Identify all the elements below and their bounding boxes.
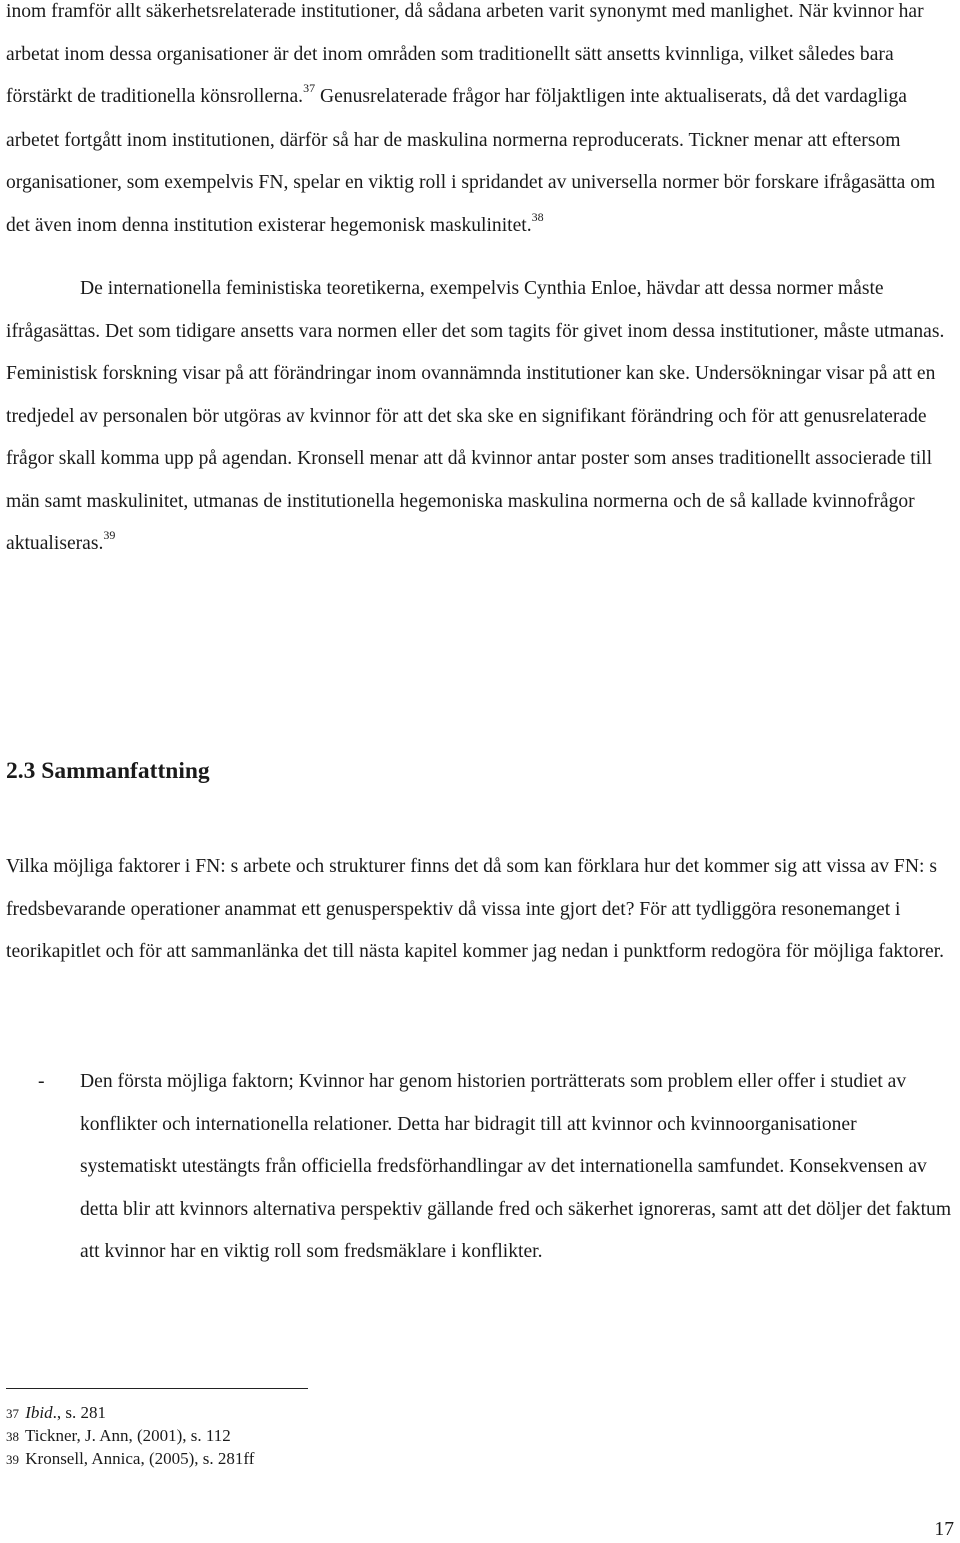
footnote-number: 39	[6, 1452, 19, 1467]
footnote-reference[interactable]: 37	[303, 81, 316, 95]
footnote-divider	[6, 1388, 308, 1389]
paragraph-text: De internationella feministiska teoretikerna, exempelvis Cynthia Enloe, hävdar att dessa normer måste ifrågasättas. Det som tidigare ansetts vara normen eller det som tagits för givet inom dessa institutioner, måste utmanas. Feministisk forskning visar på att förändringar inom ovannämnda institutioner kan ske. Undersökningar visar på att en tredjedel av personalen bör utgöras av kvinnor för att det ska ske en signifikant förändring och för att genusrelaterade frågor skall komma upp på agendan. Kronsell menar att då kvinnor antar poster som anses traditionellt associerade till män samt maskulinitet, utmanas de institutionella hegemoniska maskulina normerna och de så kallade kvinnofrågor aktualiseras.	[6, 278, 945, 554]
footnote-text: Tickner, J. Ann, (2001), s. 112	[24, 1426, 231, 1445]
footnote-reference[interactable]: 39	[103, 528, 116, 542]
footnote-39	[6, 1448, 254, 1471]
body-paragraph	[6, 0, 954, 248]
footnote-text: Kronsell, Annica, (2005), s. 281ff	[25, 1449, 255, 1468]
footnote-number: 38	[6, 1429, 19, 1444]
paragraph-text: Genusrelaterade frågor har följaktligen inte aktualiserats, då det vardagliga arbetet fortgått inom institutionen, därför så har de maskulina normerna reproducerats. Tickner menar att eftersom organisationer, som exempelvis FN, spelar en viktig roll i spridandet av universella normer bör forskare ifrågasätta om det även inom denna institution existerar hegemonisk maskulinitet.	[6, 86, 936, 236]
footnote-37	[6, 1402, 106, 1425]
body-paragraph	[6, 268, 954, 567]
list-bullet: -	[38, 1071, 45, 1092]
page-number: 17	[934, 1519, 954, 1540]
footnote-text: ., s. 281	[52, 1403, 107, 1422]
footnote-reference[interactable]: 38	[531, 209, 544, 224]
section-heading: 2.3 Sammanfattning	[6, 758, 210, 784]
summary-paragraph: Vilka möjliga faktorer i FN: s arbete och strukturer finns det då som kan förklara hur det kommer sig att vissa av FN: s fredsbevarande operationer anammat ett genusperspektiv då vissa inte gjort det? För att tydliggöra resonemanget i teorikapitlet och för att sammanlänka det till nästa kapitel kommer jag nedan i punktform redogöra för möjliga faktorer.	[6, 856, 945, 962]
list-item-text: Den första möjliga faktorn; Kvinnor har genom historien porträtterats som problem eller offer i studiet av konflikter och internationella relationer. Detta har bidragit till att kvinnor och kvinnoorganisationer systematiskt utestängts från officiella fredsförhandlingar av det internationella samfundet. Konsekvensen av detta blir att kvinnors alternativa perspektiv gällande fred och säkerhet ignoreras, samt att det döljer det faktum att kvinnor har en viktig roll som fredsmäklare i konflikter.	[80, 1071, 952, 1262]
footnote-number: 37	[6, 1406, 19, 1421]
paragraph-text: inom framför allt säkerhetsrelaterade institutioner, då sådana arbeten varit synonymt med manlighet. När kvinnor har arbetat inom dessa organisationer är det inom områden som traditionellt sätt ansetts kvinnliga, vilket således bara förstärkt de traditionella könsrollerna.	[6, 1, 924, 107]
footnote-38	[6, 1425, 231, 1448]
footnote-italic: Ibid	[25, 1403, 53, 1422]
